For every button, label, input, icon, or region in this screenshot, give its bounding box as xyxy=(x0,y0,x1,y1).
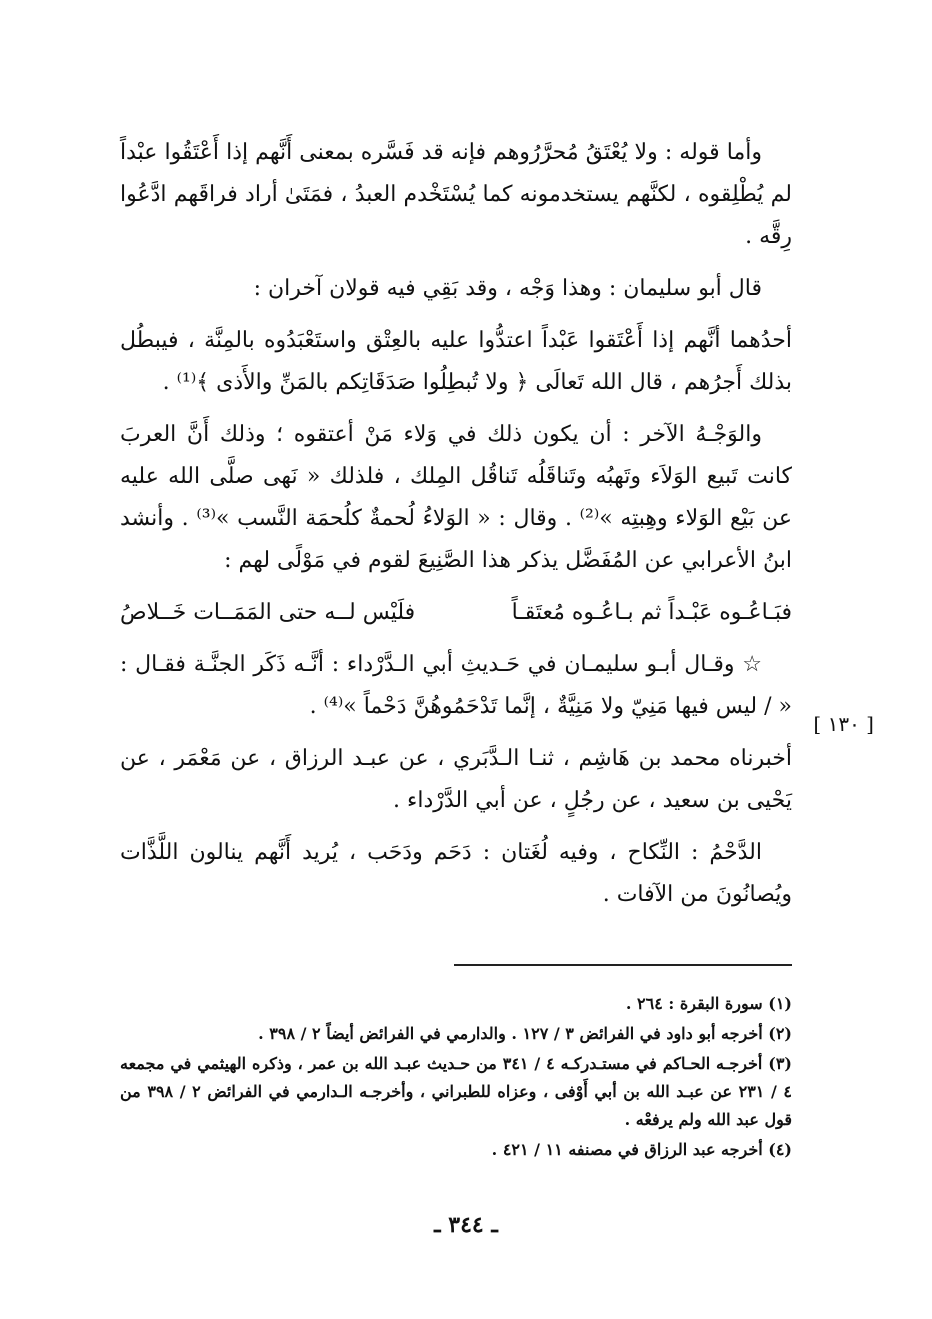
margin-folio-reference: [ ١٣٠ ] xyxy=(813,712,874,736)
footnotes xyxy=(120,990,792,1166)
paragraph-7: الدَّحْمُ : النِّكاح ، وفيه لُغَتان : دَحَم ودَحَب ، يُريد أَنَّهم ينالون اللَّذَّات ويُصانُونَ من الآفات . xyxy=(120,840,792,907)
main-text xyxy=(120,132,792,926)
footnote-2: (٢) أخرجه أبو داود في الفرائض ٣ / ١٢٧ . والدارمي في الفرائض أيضاً ٢ / ٣٩٨ . xyxy=(258,1024,792,1043)
footnote-4: (٤) أخرجه عبد الرزاق في مصنفه ١١ / ٤٢١ . xyxy=(491,1140,792,1159)
page-number: ـ ٣٤٤ ـ xyxy=(434,1212,498,1238)
poem-first-hemistich: فبَـاعُـوه عَبْـداً ثم بـاعُـوه مُعتَقـاً xyxy=(511,600,792,625)
footnote-1: (١) سورة البقرة : ٢٦٤ . xyxy=(625,994,792,1013)
paragraph-5: ☆ وقـال أبـو سليمـان في حَـديثِ أبي الـدَّرْداء : أنَّـه ذَكَر الجنَّـة فقـال : « / ليس فيها مَنِيّ ولا مَنِيَّةٌ ، إنَّما تَدْحَمُوهُنَّ دَحْماً »⁽⁴⁾ . xyxy=(120,652,792,719)
poem-second-hemistich: فلَيْس لــه حتى المَمَــات خَــلاصُ xyxy=(120,600,416,625)
paragraph-3: أحدُهما أنَّهم إذا أَعْتَقوا عَبْداً اعتدُّوا عليه بالعِتْق واستَعْبَدُوه بالمِنَّة ، فيبطُل بذلك أَجرُهم ، قال الله تَعالَى ﴿ ولا تُبطِلُوا صَدَقَاتِكم بالمَنِّ والأَذى ﴾⁽¹⁾ . xyxy=(120,328,792,395)
footnote-separator xyxy=(454,964,792,966)
paragraph-2: قال أبو سليمان : وهذا وَجْه ، وقد بَقِي فيه قولان آخران : xyxy=(253,276,762,301)
paragraph-4: والوَجْـهُ الآخر : أن يكون ذلك في وَلاء مَنْ أعتقوه ؛ وذلك أَنَّ العربَ كانت تَبيع الوَلاَء وتَهبُه وتَناقَلُه تَناقُل المِلك ، فلذلك « نَهى صلَّى الله عليه عن بَيْع الوَلاء وهِبتِه »⁽²⁾ . وقال : « الوَلاءُ لُحمةٌ كلُحمَة النَّسب »⁽³⁾ . وأنشد ابنُ الأعرابي عن المُفَضَّل يذكر هذا الصَّنِيعَ لقوم في مَوْلًى لهم : xyxy=(120,422,792,573)
footnote-3: (٣) أخرجـه الحـاكم في مستـدركـه ٤ / ٣٤١ من حـديث عبـد الله بن عمر ، وذكره الهيثمي في مجمعه ٤ / ٢٣١ عن عبـد الله بن أبي أَوْفى ، وعزاه للطبراني ، وأخرجـه الـدارمي في الفرائض ٢ / ٣٩٨ من قول عبد الله ولم يرفعْه . xyxy=(120,1054,792,1129)
poem-verse xyxy=(120,592,792,634)
paragraph-1: وأما قوله : ولا يُعْتَقُ مُحرَّرُوهم فإنه قد فَسَّره بمعنى أَنَّهم إذا أَعْتَقُوا عبْداً لم يُطْلِقوه ، لكنَّهم يستخدمونه كما يُسْتَخْدم العبدُ ، فمَتَىٰ أراد فراقَهم ادَّعُوا رِقَّه . xyxy=(120,140,792,249)
paragraph-6: أخبرناه محمد بن هَاشِم ، ثنـا الـدَّبَري ، عن عبـد الرزاق ، عن مَعْمَر ، عن يَحْيى بن سعيد ، عن رجُلٍ ، عن أبي الدَّرْداء . xyxy=(120,746,792,813)
